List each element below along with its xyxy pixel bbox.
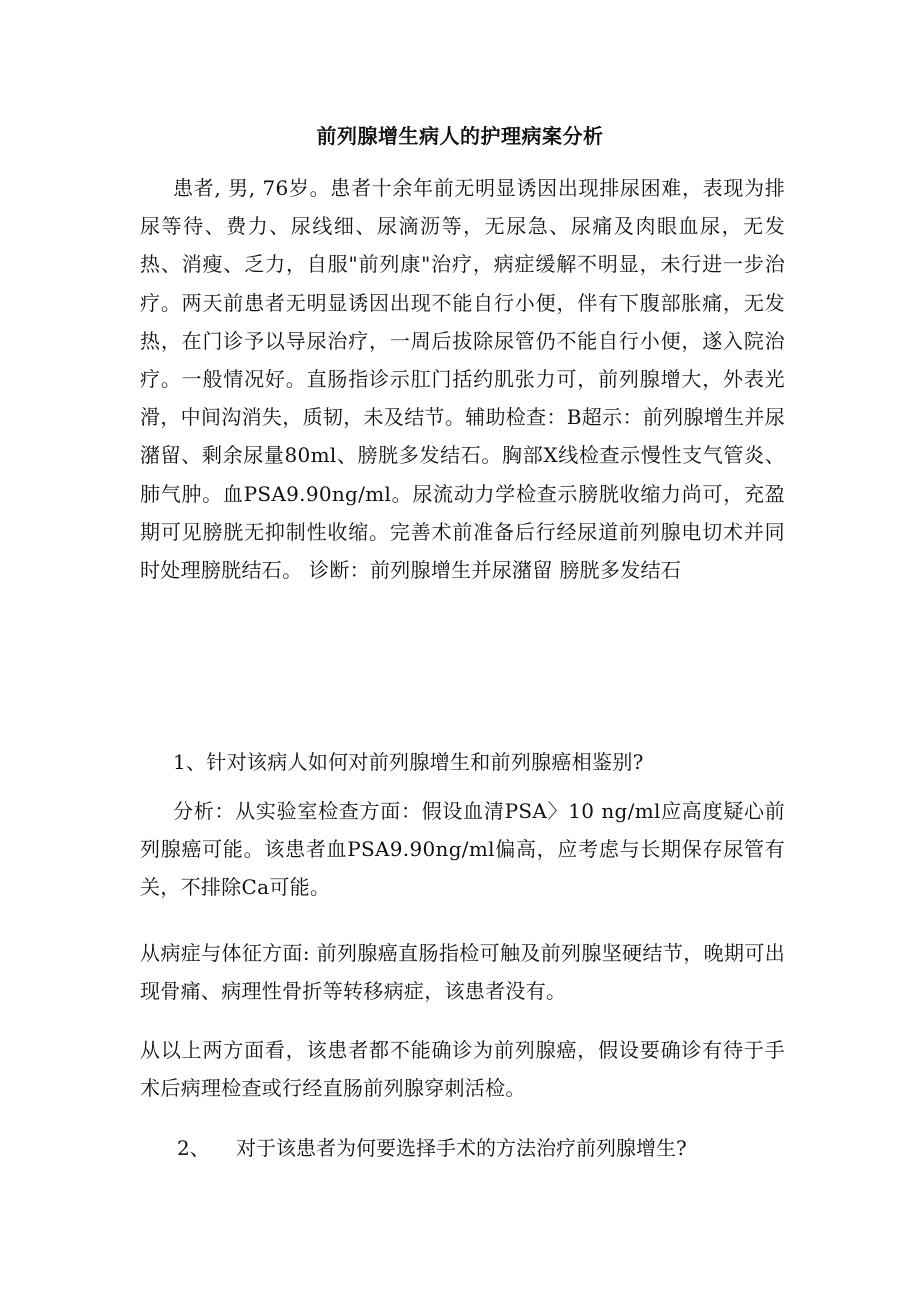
analysis-laboratory: 分析：从实验室检查方面：假设血清PSA〉10 ng/ml应高度疑心前列腺癌可能。该患者血PSA9.90ng/ml偏高，应考虑与长期保存尿管有关，不排除Ca可能。 [140, 799, 785, 900]
case-paragraph: 患者, 男, 76岁。患者十余年前无明显诱因出现排尿困难，表现为排尿等待、费力、尿线细、尿滴沥等，无尿急、尿痛及肉眼血尿，无发热、消瘦、乏力，自服"前列康"治疗，病症缓解不明显，未行进一步治疗。两天前患者无明显诱因出现不能自行小便，伴有下腹部胀痛，无发热，在门诊予以导尿治疗，一周后拔除尿管仍不能自行小便，遂入院治疗。一般情况好。直肠指诊示肛门括约肌张力可，前列腺增大，外表光滑，中间沟消失，质韧，未及结节。辅助检查：B超示：前列腺增生并尿潴留、剩余尿量80ml、膀胱多发结石。胸部X线检查示慢性支气管炎、肺气肿。血PSA9.90ng/ml。尿流动力学检查示膀胱收缩力尚可，充盈期可见膀胱无抑制性收缩。完善术前准备后行经尿道前列腺电切术并同时处理膀胱结石。 诊断：前列腺增生并尿潴留 膀胱多发结石 [140, 176, 785, 583]
question-2-number: 2、 [177, 1136, 210, 1160]
document-title: 前列腺增生病人的护理病案分析 [316, 124, 604, 148]
analysis-symptoms: 从病症与体征方面: 前列腺癌直肠指检可触及前列腺坚硬结节，晚期可出现骨痛、病理性骨折等转移病症，该患者没有。 [140, 941, 785, 1004]
question-2-text: 对于该患者为何要选择手术的方法治疗前列腺增生? [236, 1136, 687, 1160]
analysis-conclusion: 从以上两方面看，该患者都不能确诊为前列腺癌，假设要确诊有待于手术后病理检查或行经直肠前列腺穿刺活检。 [140, 1038, 785, 1101]
question-1: 1、针对该病人如何对前列腺增生和前列腺癌相鉴别? [173, 750, 644, 774]
